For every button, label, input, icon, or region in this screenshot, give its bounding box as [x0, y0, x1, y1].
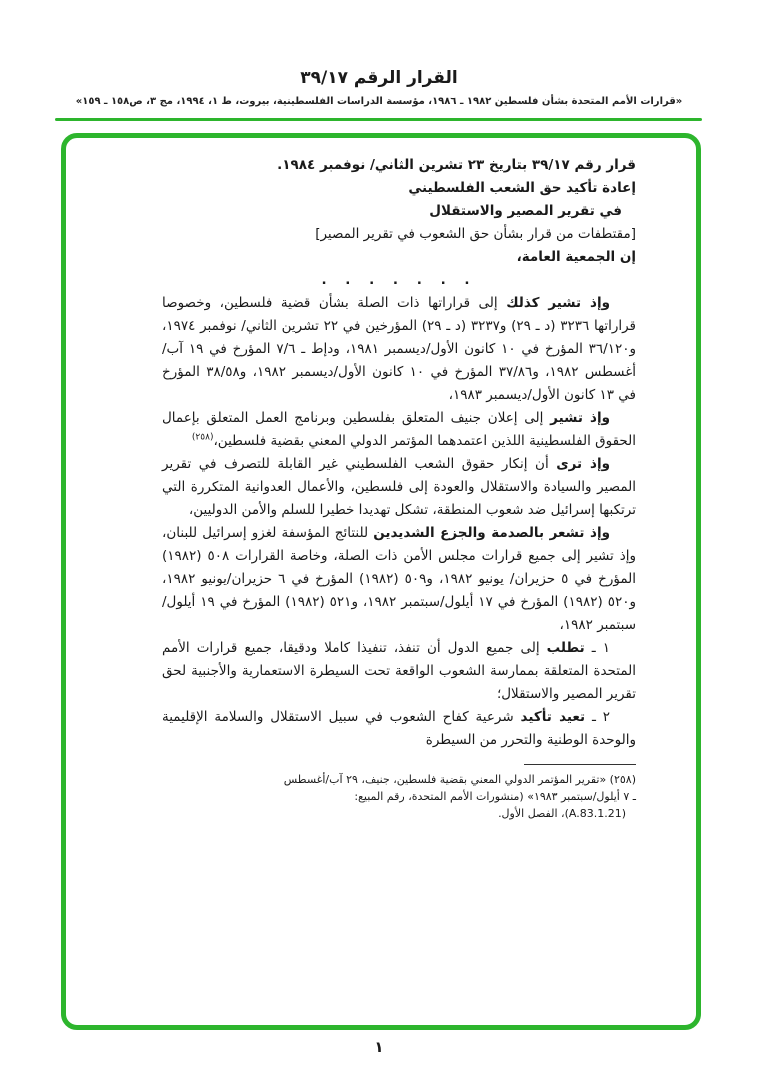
- green-divider: [55, 118, 702, 121]
- page-title: القرار الرقم ٣٩/١٧: [300, 68, 458, 88]
- page-header: [0, 68, 758, 107]
- footnote-line: (٢٥٨) «تقرير المؤتمر الدولي المعني بقضية فلسطين، جنيف، ٢٩ آب/أغسطس: [283, 773, 636, 786]
- ellipsis-line: . . . . . . .: [321, 272, 477, 288]
- resolution-paragraph: وإذ تشعر بالصدمة والجزع الشديدين للنتائج المؤسفة لغزو إسرائيل للبنان، وإذ تشير إلى جميع قرارات مجلس الأمن ذات الصلة، وخاصة القرارات ٥٠٨ (١٩٨٢) المؤرخ في ٥ حزيران/ يونيو ١٩٨٢، و٥٠٩ (١٩٨٢) المؤرخ في ٦ حزيران/يونيو ١٩٨٢، و٥٢٠ (١٩٨٢) المؤرخ في ١٧ أيلول/سبتمبر ١٩٨٢، و٥٢١ (١٩٨٢) المؤرخ في ١٩ أيلول/سبتمبر ١٩٨٢،: [162, 525, 637, 633]
- resolution-paragraph: وإذ ترى أن إنكار حقوق الشعب الفلسطيني غير القابلة للتصرف في تقرير المصير والسيادة والاستقلال والعودة إلى فلسطين، والأعمال العدوانية المتكررة التي ترتكبها إسرائيل ضد شعوب المنطقة، تشكل تهديدا خطيرا للسلم والأمن الدوليين،: [162, 456, 636, 518]
- resolution-paragraphs: [162, 292, 636, 752]
- resolution-frame: [61, 133, 701, 1030]
- salutation: إن الجمعية العامة،: [516, 249, 636, 265]
- resolution-title-line1: إعادة تأكيد حق الشعب الفلسطيني: [408, 180, 636, 196]
- resolution-paragraph: ١ ـ تطلب إلى جميع الدول أن تنفذ، تنفيذا كاملا ودقيقا، جميع قرارات الأمم المتحدة المتعلقة بممارسة الشعوب الواقعة تحت السيطرة الاستعمارية والأجنبية لحق تقرير المصير والاستقلال؛: [162, 640, 636, 702]
- excerpt-note: [مقتطفات من قرار بشأن حق الشعوب في تقرير المصير]: [315, 226, 636, 242]
- source-citation: «قرارات الأمم المتحدة بشأن فلسطين ١٩٨٢ ـ ١٩٨٦، مؤسسة الدراسات الفلسطينية، بيروت، ط ١، ١٩٩٤، مج ٣، ص١٥٨ ـ ١٥٩»: [75, 96, 683, 107]
- resolution-heading: قرار رقم ٣٩/١٧ بتاريخ ٢٣ تشرين الثاني/ نوفمبر ١٩٨٤.: [277, 157, 636, 173]
- resolution-paragraph: وإذ تشير كذلك إلى قراراتها ذات الصلة بشأن قضية فلسطين، وخصوصا قراراتها ٣٢٣٦ (د ـ ٢٩) و٣٢٣٧ (د ـ ٢٩) المؤرخين في ٢٢ تشرين الثاني/ نوفمبر ١٩٧٤، و٣٦/١٢٠ المؤرخ في ١٠ كانون الأول/ديسمبر ١٩٨١، ودإط ـ ٧/٦ المؤرخ في ١٩ آب/ أغسطس ١٩٨٢، و٣٧/٨٦ المؤرخ في ١٠ كانون الأول/ديسمبر ١٩٨٢، و٣٨/٥٨ المؤرخ في ١٣ كانون الأول/ديسمبر ١٩٨٣،: [162, 295, 637, 403]
- footnote-lines: [162, 771, 636, 822]
- footnote-block: [162, 764, 636, 822]
- resolution-title-line2: في تقرير المصير والاستقلال: [429, 203, 622, 219]
- resolution-paragraph: وإذ تشير إلى إعلان جنيف المتعلق بفلسطين وبرنامج العمل المتعلق بإعمال الحقوق الفلسطينية اللذين اعتمدهما المؤتمر الدولي المعني بقضية فلسطين،$^{(٢٥٨)}$: [162, 410, 636, 449]
- resolution-content: [66, 138, 696, 822]
- footnote-line: (A.83.1.21)، الفصل الأول.: [498, 807, 626, 820]
- footnote-line: ـ ٧ أيلول/سبتمبر ١٩٨٣» (منشورات الأمم المتحدة، رقم المبيع:: [354, 790, 636, 803]
- footnote-separator: [524, 764, 636, 765]
- resolution-paragraph: ٢ ـ تعيد تأكيد شرعية كفاح الشعوب في سبيل الاستقلال والسلامة الإقليمية والوحدة الوطنية والتحرر من السيطرة: [162, 709, 636, 748]
- page-number: ١: [374, 1038, 384, 1056]
